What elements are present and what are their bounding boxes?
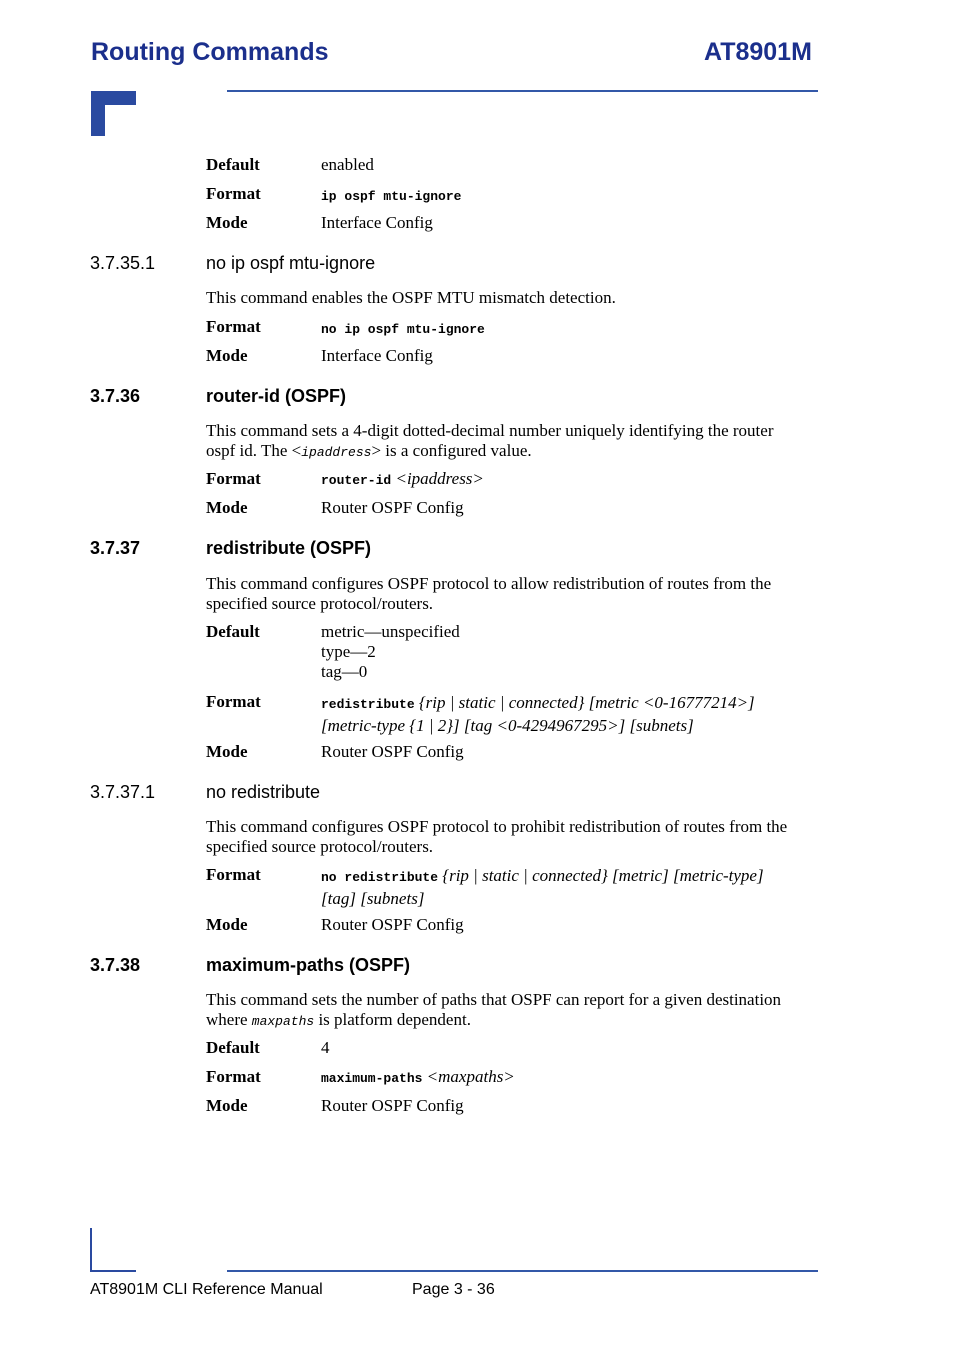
format-label: Format bbox=[206, 692, 261, 711]
param-maxpaths: maxpaths bbox=[251, 1014, 315, 1029]
section-number: 3.7.38 bbox=[90, 955, 141, 975]
format-value bbox=[321, 1067, 515, 1089]
mode-label: Mode bbox=[206, 915, 248, 934]
description-line: ospf id. The <ipaddress> is a configured value. bbox=[206, 441, 532, 460]
format-command: ip ospf mtu-ignore bbox=[321, 189, 462, 204]
format-args: {rip | static | connected} [metric <0-16777214>] bbox=[418, 693, 755, 712]
mode-value: Interface Config bbox=[321, 213, 433, 232]
format-args: <ipaddress> bbox=[395, 469, 484, 488]
mode-label: Mode bbox=[206, 213, 248, 232]
mode-label: Mode bbox=[206, 742, 248, 761]
section-number: 3.7.36 bbox=[90, 386, 141, 406]
footer-rule bbox=[227, 1270, 818, 1272]
default-value bbox=[321, 622, 460, 682]
section-number: 3.7.37.1 bbox=[90, 782, 156, 802]
corner-mark-bottom bbox=[90, 1228, 92, 1272]
format-value bbox=[321, 692, 755, 736]
format-value bbox=[321, 185, 461, 207]
section-description: This command configures OSPF protocol to allow redistribution of routes from the specified source protocol/routers. bbox=[206, 574, 772, 613]
param-ipaddress: ipaddress bbox=[301, 445, 372, 460]
section-title: no redistribute bbox=[206, 782, 321, 802]
format-value bbox=[321, 469, 484, 491]
page-number: Page 3 - 36 bbox=[412, 1281, 495, 1298]
format-command: no ip ospf mtu-ignore bbox=[321, 322, 485, 337]
default-line: metric—unspecified bbox=[321, 622, 460, 641]
section-description bbox=[206, 421, 818, 463]
description-line: This command sets a 4-digit dotted-decimal number uniquely identifying the router bbox=[206, 421, 774, 440]
section-description bbox=[206, 990, 818, 1032]
format-args: [tag] [subnets] bbox=[321, 889, 425, 908]
corner-mark-bottom-horizontal bbox=[90, 1270, 136, 1272]
default-label: Default bbox=[206, 1038, 260, 1057]
chapter-title: Routing Commands bbox=[91, 38, 329, 66]
format-args: [metric-type {1 | 2}] [tag <0-4294967295>] [subnets] bbox=[321, 716, 694, 735]
default-value: enabled bbox=[321, 155, 374, 174]
format-command: maximum-paths bbox=[321, 1071, 423, 1086]
mode-value: Interface Config bbox=[321, 346, 433, 365]
mode-value: Router OSPF Config bbox=[321, 1096, 464, 1115]
description-line: This command sets the number of paths that OSPF can report for a given destination bbox=[206, 990, 782, 1009]
default-label: Default bbox=[206, 622, 260, 641]
default-line: type—2 bbox=[321, 642, 376, 661]
product-name: AT8901M bbox=[704, 38, 812, 66]
corner-mark-top-vertical bbox=[91, 91, 105, 136]
section-description: This command enables the OSPF MTU mismatch detection. bbox=[206, 288, 616, 307]
default-value: 4 bbox=[321, 1038, 330, 1057]
format-args: <maxpaths> bbox=[426, 1067, 515, 1086]
section-number: 3.7.37 bbox=[90, 538, 141, 558]
format-command: no redistribute bbox=[321, 870, 439, 885]
mode-value: Router OSPF Config bbox=[321, 498, 464, 517]
format-command: redistribute bbox=[321, 697, 415, 712]
section-title: redistribute (OSPF) bbox=[206, 538, 372, 558]
manual-title: AT8901M CLI Reference Manual bbox=[90, 1281, 323, 1298]
default-line: tag—0 bbox=[321, 662, 368, 681]
format-label: Format bbox=[206, 184, 261, 203]
format-value bbox=[321, 318, 485, 340]
format-label: Format bbox=[206, 469, 261, 488]
section-title: maximum-paths (OSPF) bbox=[206, 955, 411, 975]
format-label: Format bbox=[206, 1067, 261, 1086]
mode-label: Mode bbox=[206, 1096, 248, 1115]
section-title: no ip ospf mtu-ignore bbox=[206, 253, 376, 273]
section-description: This command configures OSPF protocol to prohibit redistribution of routes from the specified source protocol/routers. bbox=[206, 817, 788, 856]
mode-value: Router OSPF Config bbox=[321, 742, 464, 761]
section-title: router-id (OSPF) bbox=[206, 386, 346, 406]
section-number: 3.7.35.1 bbox=[90, 253, 156, 273]
mode-label: Mode bbox=[206, 346, 248, 365]
format-label: Format bbox=[206, 317, 261, 336]
header-rule bbox=[227, 90, 818, 92]
format-label: Format bbox=[206, 865, 261, 884]
mode-label: Mode bbox=[206, 498, 248, 517]
format-value bbox=[321, 865, 764, 909]
format-command: router-id bbox=[321, 473, 392, 488]
description-line: where maxpaths is platform dependent. bbox=[206, 1010, 471, 1029]
mode-value: Router OSPF Config bbox=[321, 915, 464, 934]
format-args: {rip | static | connected} [metric] [metric-type] bbox=[442, 866, 764, 885]
default-label: Default bbox=[206, 155, 260, 174]
